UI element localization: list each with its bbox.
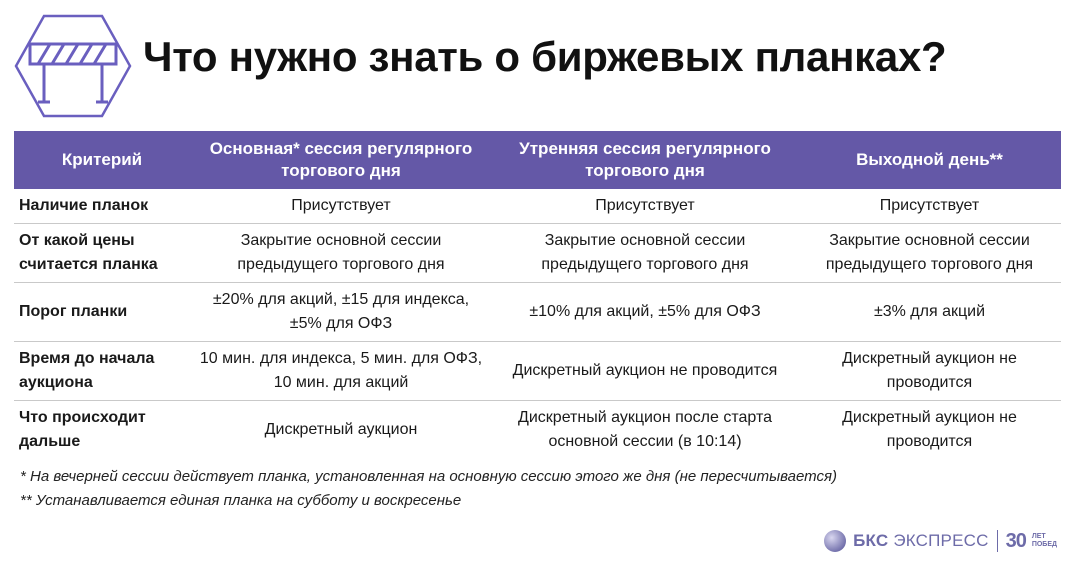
anniversary-caption	[1032, 533, 1057, 549]
anniversary-number: 30	[1005, 529, 1026, 552]
page-title: Что нужно знать о биржевых планках?	[143, 33, 947, 80]
table-row	[14, 224, 1061, 283]
criteria-table	[14, 131, 1061, 459]
bcs-express-brand	[823, 527, 1057, 555]
morning-session-cell: Закрытие основной сессии предыдущего торгового дня	[492, 224, 798, 283]
weekend-cell: Дискретный аукцион не проводится	[842, 409, 1017, 450]
weekend-cell: Закрытие основной сессии предыдущего торгового дня	[798, 224, 1061, 283]
brand-divider	[997, 530, 998, 552]
header-weekend: Выходной день**	[798, 131, 1061, 189]
footnote-weekend: ** Устанавливается единая планка на субботу и воскресенье	[20, 492, 462, 509]
anniversary-caption-line2: ПОБЕД	[1031, 541, 1057, 548]
morning-session-cell: Присутствует	[492, 189, 798, 224]
bcs-sphere-icon	[823, 529, 847, 553]
weekend-cell: ±3% для акций	[798, 283, 1061, 342]
main-session-cell: ±20% для акций, ±15 для индекса, ±5% для ОФЗ	[190, 283, 492, 342]
main-session-cell: Закрытие основной сессии предыдущего торгового дня	[190, 224, 492, 283]
morning-session-cell: Дискретный аукцион после старта основной сессии (в 10:14)	[518, 409, 772, 450]
brand-name	[853, 531, 988, 551]
header-main-session: Основная* сессия регулярного торгового дня	[190, 131, 492, 189]
morning-session-cell: ±10% для акций, ±5% для ОФЗ	[492, 283, 798, 342]
brand-name-rest: ЭКСПРЕСС	[893, 531, 989, 550]
main-session-cell: Дискретный аукцион	[264, 421, 418, 438]
criterion-cell: Наличие планок	[14, 189, 190, 224]
table-row	[14, 283, 1061, 342]
main-session-cell: 10 мин. для индекса, 5 мин. для ОФЗ, 10 мин. для акций	[190, 342, 492, 401]
weekend-cell: Присутствует	[798, 189, 1061, 224]
weekend-cell: Дискретный аукцион не проводится	[798, 342, 1061, 401]
anniversary-caption-line1: ЛЕТ	[1031, 533, 1046, 540]
footnotes	[20, 465, 837, 513]
table-row	[14, 189, 1061, 224]
header-criterion: Критерий	[14, 131, 190, 189]
criterion-cell: Порог планки	[14, 283, 190, 342]
criterion-cell: От какой цены считается планка	[14, 224, 190, 283]
table-row	[14, 401, 1061, 460]
table-row	[14, 342, 1061, 401]
main-session-cell: Присутствует	[190, 189, 492, 224]
brand-name-bold: БКС	[853, 531, 889, 550]
criterion-cell: Время до начала аукциона	[14, 342, 190, 401]
criterion-cell: Что происходит дальше	[19, 409, 146, 450]
barrier-hexagon-logo	[14, 14, 132, 118]
table-header-row	[14, 131, 1061, 189]
footnote-evening-session: * На вечерней сессии действует планка, установленная на основную сессию этого же дня (не пересчитывается)	[20, 468, 837, 485]
header-morning-session: Утренняя сессия регулярного торгового дня	[492, 131, 798, 189]
morning-session-cell: Дискретный аукцион не проводится	[492, 342, 798, 401]
